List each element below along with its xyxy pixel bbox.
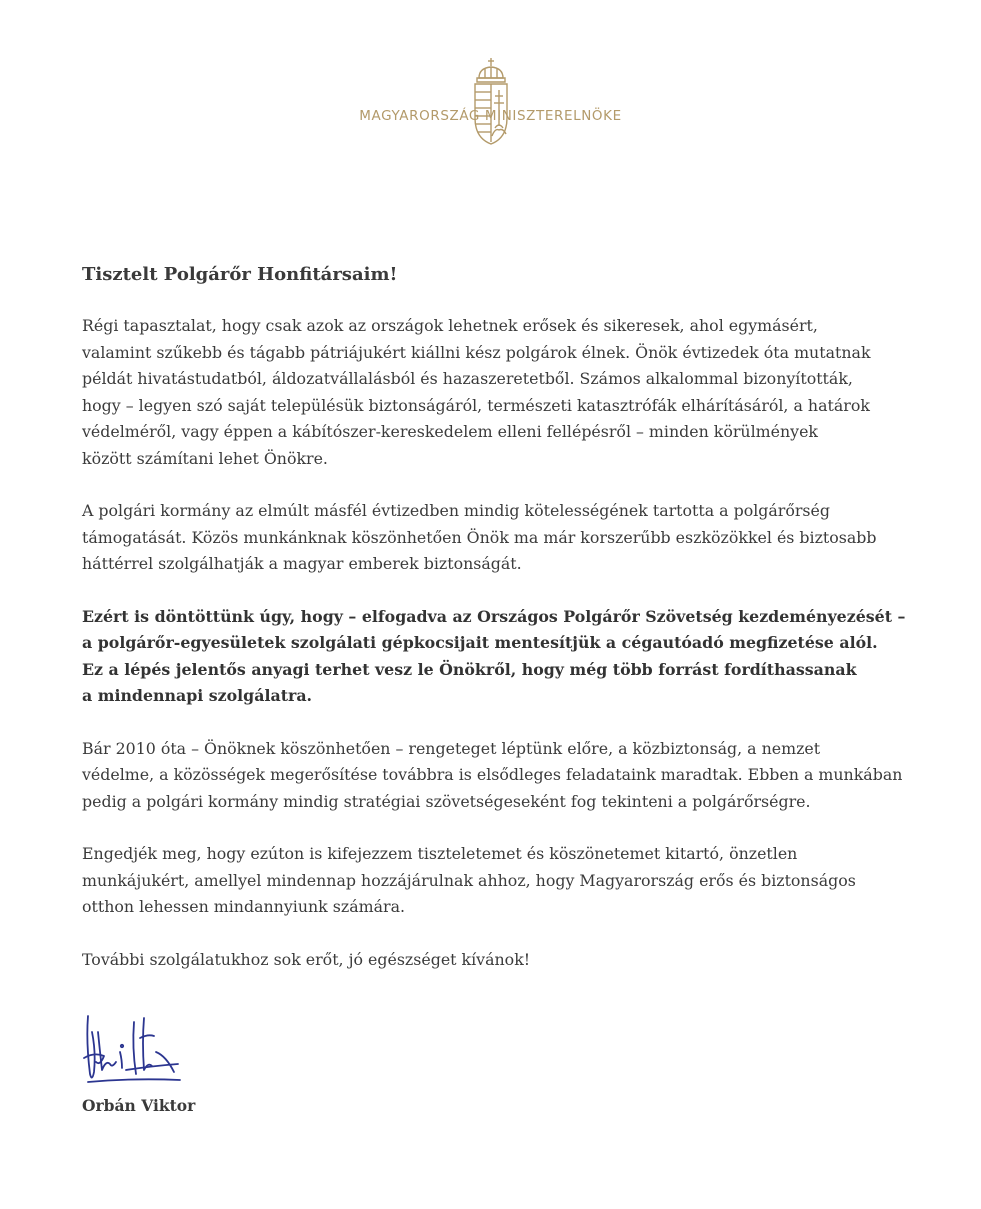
letter-body	[82, 262, 922, 999]
paragraph: A polgári kormány az elmúlt másfél évtizedben mindig kötelességének tartotta a polgárőrség támogatását. Közös munkánknak köszönhetően Önök ma már korszerűbb eszközökkel és biztosabb háttérrel szolgálhatják a magyar emberek biztonságát.	[82, 501, 877, 573]
greeting: Tisztelt Polgárőr Honfitársaim!	[82, 264, 398, 285]
office-title: MAGYARORSZÁG MINISZTERELNÖKE	[359, 108, 622, 124]
paragraph: Engedjék meg, hogy ezúton is kifejezzem tiszteletemet és köszönetemet kitartó, önzetlen munkájukért, amellyel mindennap hozzájárulnak ahhoz, hogy Magyarország erős és biztonságos otthon lehessen mindannyiunk számára.	[82, 844, 856, 916]
paragraph: Bár 2010 óta – Önöknek köszönhetően – rengeteget léptünk előre, a közbiztonság, a nemzet védelme, a közösségek megerősítése továbbra is elsődleges feladataink maradtak. Ebben a munkában pedig a polgári kormány mindig stratégiai szövetségeseként fog tekinteni a polgárőrségre.	[82, 738, 903, 811]
hungarian-coat-of-arms-icon	[471, 56, 511, 148]
letterhead	[0, 56, 981, 148]
signer-name: Orbán Viktor	[82, 1096, 196, 1115]
paragraph: Régi tapasztalat, hogy csak azok az országok lehetnek erősek és sikeresek, ahol egymásért, valamint szűkebb és tágabb pátriájukért kiállni kész polgárok élnek. Önök évtizedek óta mutatnak példát hivatástudatból, áldozatvállalásból és hazaszeretetből. Számos alkalommal bizonyították, hogy – legyen szó saját településük biztonságáról, természeti katasztrófák elhárításáról, a határok védelméről, vagy éppen a kábítószer-kereskedelem elleni fellépésről – minden körülmények között számítani lehet Önökre.	[82, 316, 871, 468]
closing-line: További szolgálatukhoz sok erőt, jó egészséget kívánok!	[82, 949, 531, 969]
handwritten-signature	[82, 1012, 184, 1088]
highlighted-paragraph: Ezért is döntöttünk úgy, hogy – elfogadva az Országos Polgárőr Szövetség kezdeményezését – a polgárőr-egyesületek szolgálati gépkocsijait mentesítjük a cégautóadó megfizetése alól. Ez a lépés jelentős anyagi terhet vesz le Önökről, hogy még több forrást fordíthassanak a mindennapi szolgálatra.	[82, 606, 906, 705]
